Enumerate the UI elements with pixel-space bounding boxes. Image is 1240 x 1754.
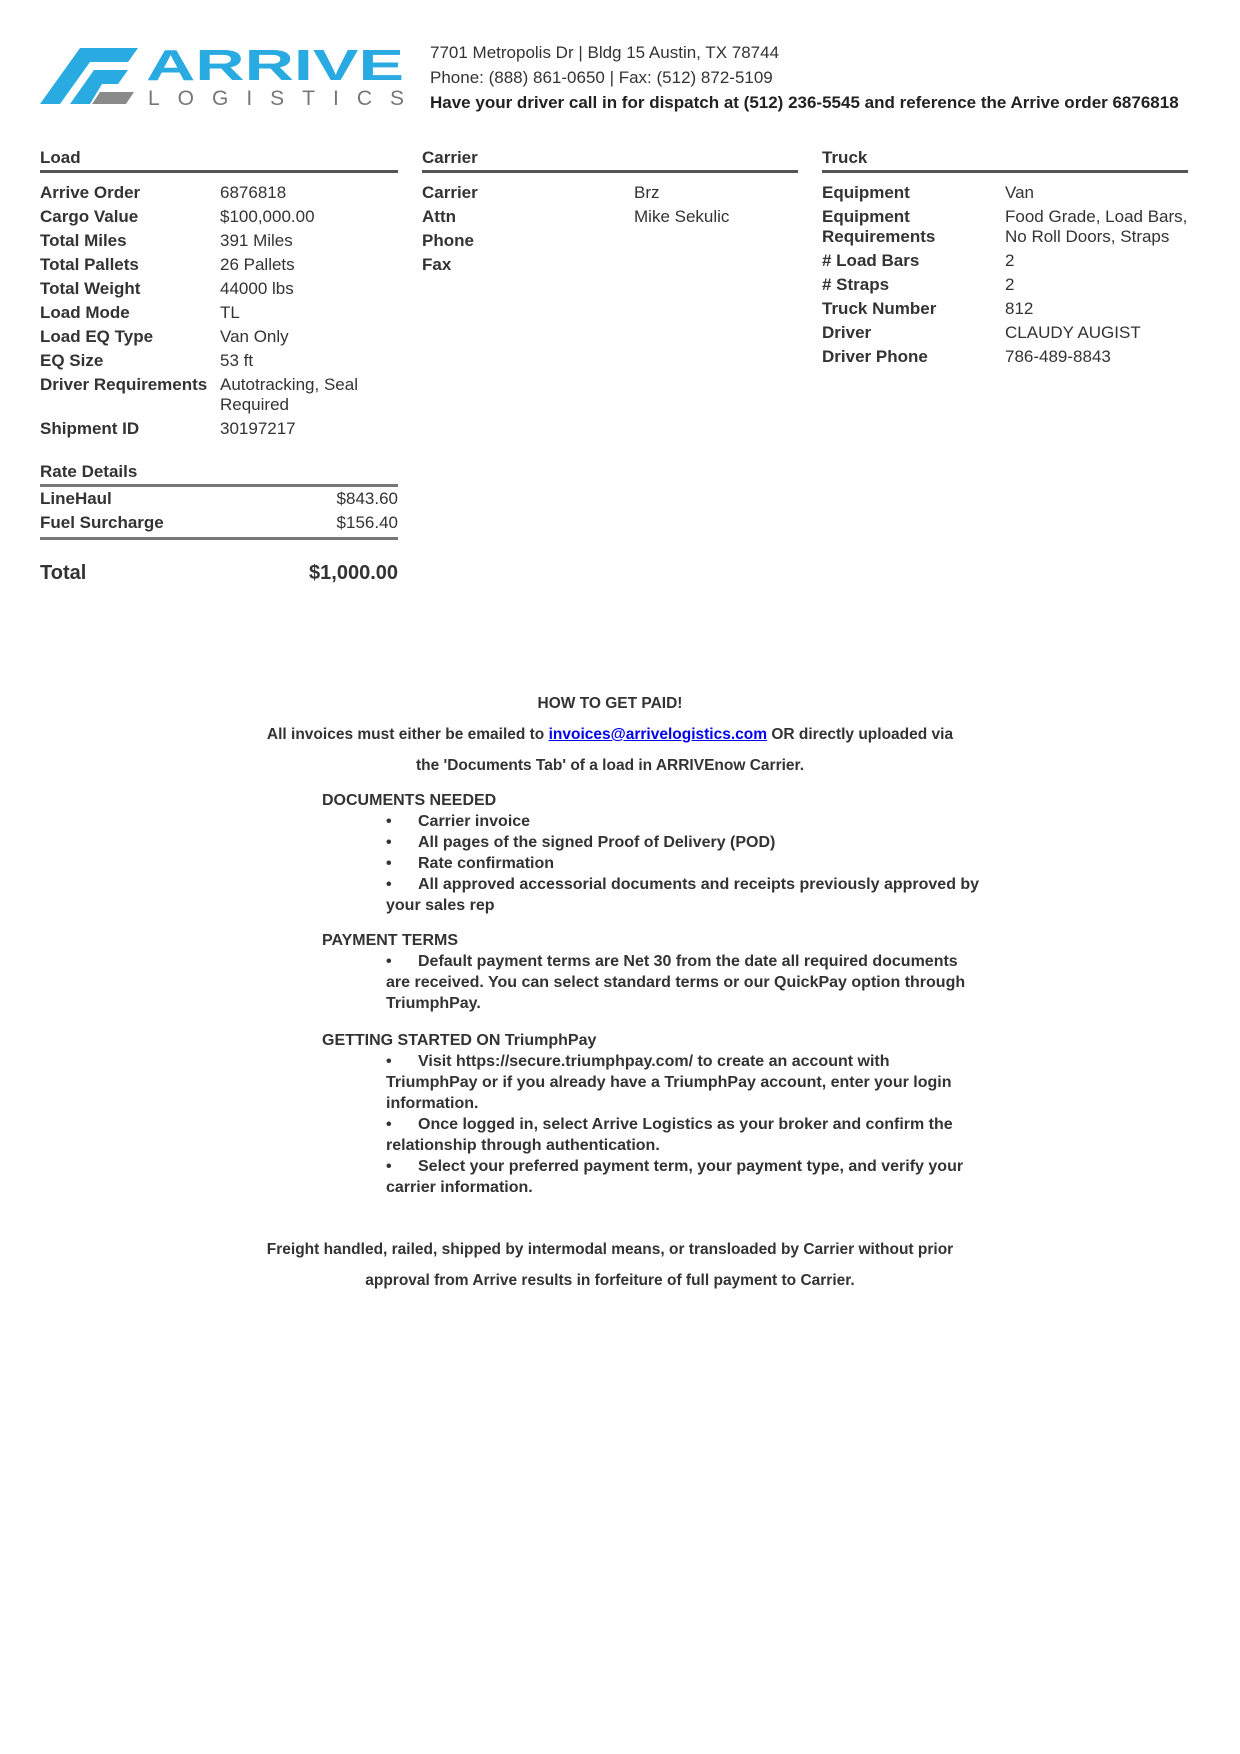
paid-instructions-2: the 'Documents Tab' of a load in ARRIVEnow Carrier. xyxy=(415,757,805,774)
field-value: 391 Miles xyxy=(220,231,293,250)
field-value xyxy=(634,255,798,279)
freight-notice xyxy=(240,1234,980,1296)
paid-text: OR directly uploaded via xyxy=(767,726,954,743)
field-label: Driver Requirements xyxy=(40,375,208,394)
load-section-title: Load xyxy=(40,148,398,173)
list-item-text: Once logged in, select Arrive Logistics as your broker and confirm the relationship through authentication. xyxy=(386,1116,953,1154)
field-value: CLAUDY AUGIST xyxy=(1005,323,1141,342)
freight-notice-line: approval from Arrive results in forfeiture of full payment to Carrier. xyxy=(365,1272,855,1289)
field-value: Autotracking, Seal Required xyxy=(220,375,358,414)
rate-label: Fuel Surcharge xyxy=(40,513,164,532)
load-row xyxy=(40,327,398,351)
truck-row xyxy=(822,183,1188,207)
field-value: Van xyxy=(1005,183,1034,202)
rate-details xyxy=(40,462,398,585)
list-item-text: Default payment terms are Net 30 from the date all required documents are received. You can select standard terms or our QuickPay option through TriumphPay. xyxy=(386,953,966,1012)
rate-row-fuel-surcharge xyxy=(40,511,398,535)
list-item xyxy=(322,1114,982,1156)
header-info xyxy=(430,40,1179,115)
field-value: 26 Pallets xyxy=(220,255,295,274)
bullet-icon: • xyxy=(386,876,392,893)
list-item xyxy=(322,1156,982,1198)
field-label: Carrier xyxy=(422,183,478,202)
paid-text: All invoices must either be emailed to xyxy=(266,726,549,743)
truck-row xyxy=(822,207,1188,251)
payment-terms xyxy=(322,930,982,1014)
carrier-row xyxy=(422,231,798,255)
load-row xyxy=(40,255,398,279)
rate-divider xyxy=(40,537,398,540)
field-label: Truck Number xyxy=(822,299,937,318)
field-label: Equipment xyxy=(822,183,910,202)
svg-text:ARRIVE: ARRIVE xyxy=(146,44,404,90)
getting-started-triumphpay xyxy=(322,1030,982,1198)
field-label: Shipment ID xyxy=(40,419,140,438)
load-row xyxy=(40,207,398,231)
truck-section-title: Truck xyxy=(822,148,1188,173)
field-label: Attn xyxy=(422,207,456,226)
list-item xyxy=(322,832,982,853)
field-label: Total Weight xyxy=(40,279,141,298)
carrier-table xyxy=(422,183,798,279)
list-item-text: All pages of the signed Proof of Delivery (POD) xyxy=(418,834,776,851)
field-label: Load EQ Type xyxy=(40,327,154,346)
list-item xyxy=(322,1051,982,1114)
freight-notice-line: Freight handled, railed, shipped by intermodal means, or transloaded by Carrier without prior xyxy=(266,1241,954,1258)
load-row xyxy=(40,279,398,303)
rate-value: $156.40 xyxy=(336,513,398,532)
list-item-text: Carrier invoice xyxy=(418,813,531,830)
field-label: Driver xyxy=(822,323,872,342)
field-label: Equipment Requirements xyxy=(822,207,936,246)
list-item xyxy=(322,874,982,916)
field-label: Total Miles xyxy=(40,231,127,250)
field-value: 44000 lbs xyxy=(220,279,294,298)
invoice-email-link[interactable]: invoices@arrivelogistics.com xyxy=(548,726,768,743)
list-item xyxy=(322,951,982,1014)
truck-section xyxy=(822,148,1188,371)
company-phone-fax: Phone: (888) 861-0650 | Fax: (512) 872-5109 xyxy=(430,68,773,87)
field-value: Mike Sekulic xyxy=(634,207,730,226)
field-label: Fax xyxy=(422,255,452,274)
carrier-section xyxy=(422,148,798,279)
field-value: Brz xyxy=(634,183,660,202)
list-item xyxy=(322,853,982,874)
field-label: EQ Size xyxy=(40,351,104,370)
field-label: Arrive Order xyxy=(40,183,141,202)
bullet-icon: • xyxy=(386,834,392,851)
load-row xyxy=(40,231,398,255)
truck-row xyxy=(822,323,1188,347)
field-value: 812 xyxy=(1005,299,1034,318)
field-value: 53 ft xyxy=(220,351,254,370)
field-value: 2 xyxy=(1005,275,1015,294)
field-label: # Load Bars xyxy=(822,251,920,270)
list-item-text: All approved accessorial documents and receipts previously approved by your sales rep xyxy=(386,876,980,914)
carrier-row xyxy=(422,255,798,279)
field-label: Driver Phone xyxy=(822,347,928,366)
truck-row xyxy=(822,299,1188,323)
load-section xyxy=(40,148,398,443)
field-value: 6876818 xyxy=(220,183,287,202)
company-address: 7701 Metropolis Dr | Bldg 15 Austin, TX 78744 xyxy=(430,43,780,62)
rate-value: $843.60 xyxy=(336,489,398,508)
bullet-icon: • xyxy=(386,855,392,872)
truck-table xyxy=(822,183,1188,371)
load-table xyxy=(40,183,398,443)
field-label: # Straps xyxy=(822,275,890,294)
truck-row xyxy=(822,251,1188,275)
total-value: $1,000.00 xyxy=(309,562,398,584)
dispatch-instructions: Have your driver call in for dispatch at (512) 236-5545 and reference the Arrive order 6876818 xyxy=(430,93,1179,112)
load-row xyxy=(40,419,398,443)
bullet-icon: • xyxy=(386,1116,392,1133)
bullet-icon: • xyxy=(386,1158,392,1175)
truck-row xyxy=(822,275,1188,299)
getting-started-heading: GETTING STARTED ON TriumphPay xyxy=(322,1032,597,1049)
rate-details-title: Rate Details xyxy=(40,462,398,487)
paid-instructions xyxy=(240,719,980,750)
arrive-logistics-logo xyxy=(40,44,410,110)
load-row xyxy=(40,351,398,375)
paid-title: HOW TO GET PAID! xyxy=(537,695,683,712)
field-value: Food Grade, Load Bars, No Roll Doors, Straps xyxy=(1005,207,1188,246)
carrier-section-title: Carrier xyxy=(422,148,798,173)
svg-text:LOGISTICS: LOGISTICS xyxy=(148,87,404,110)
bullet-icon: • xyxy=(386,953,392,970)
field-label: Phone xyxy=(422,231,474,250)
documents-needed xyxy=(322,790,982,916)
list-item-text: Visit https://secure.triumphpay.com/ to create an account with TriumphPay or if you already have a TriumphPay account, enter your login information. xyxy=(386,1053,952,1112)
field-label: Total Pallets xyxy=(40,255,139,274)
load-row xyxy=(40,375,398,419)
field-value xyxy=(634,231,798,255)
field-value: TL xyxy=(220,303,240,322)
rate-total-row xyxy=(40,562,398,585)
load-row xyxy=(40,183,398,207)
documents-needed-heading: DOCUMENTS NEEDED xyxy=(322,792,497,809)
bullet-icon: • xyxy=(386,813,392,830)
payment-terms-heading: PAYMENT TERMS xyxy=(322,932,459,949)
rate-label: LineHaul xyxy=(40,489,112,508)
field-value: $100,000.00 xyxy=(220,207,315,226)
how-to-get-paid xyxy=(240,688,980,781)
load-row xyxy=(40,303,398,327)
carrier-row xyxy=(422,183,798,207)
list-item-text: Select your preferred payment term, your payment type, and verify your carrier information. xyxy=(386,1158,964,1196)
field-label: Cargo Value xyxy=(40,207,139,226)
list-item-text: Rate confirmation xyxy=(418,855,555,872)
bullet-icon: • xyxy=(386,1053,392,1070)
rate-row-linehaul xyxy=(40,487,398,511)
field-value: 30197217 xyxy=(220,419,296,438)
field-value: 2 xyxy=(1005,251,1015,270)
field-value: Van Only xyxy=(220,327,289,346)
field-value: 786-489-8843 xyxy=(1005,347,1111,366)
carrier-row xyxy=(422,207,798,231)
total-label: Total xyxy=(40,562,87,584)
arrive-logo-mark xyxy=(40,44,410,110)
field-label: Load Mode xyxy=(40,303,130,322)
list-item xyxy=(322,811,982,832)
truck-row xyxy=(822,347,1188,371)
